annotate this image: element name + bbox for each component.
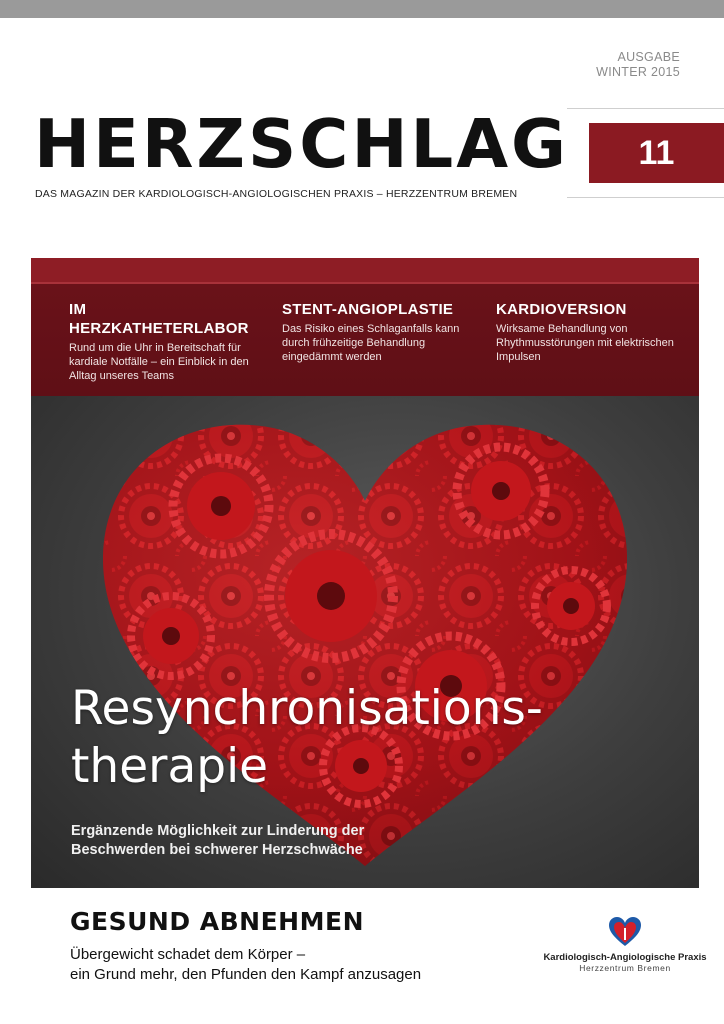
hero-title-line1: Resynchronisations- <box>71 681 543 736</box>
heart-of-gears-image <box>31 396 699 888</box>
top-bar <box>0 0 724 18</box>
hero-subtitle <box>71 822 364 860</box>
bottom-text-line1: Übergewicht schadet dem Körper – <box>70 946 306 963</box>
hero-subtitle-line1: Ergänzende Möglichkeit zur Linderung der <box>71 823 365 839</box>
logo-subname: Herzzentrum Bremen <box>579 963 671 973</box>
issue-label <box>540 50 680 80</box>
issue-label-line2: WINTER 2015 <box>596 65 680 79</box>
bottom-text-line2: ein Grund mehr, den Pfunden den Kampf anzusagen <box>70 966 422 983</box>
hero-title <box>71 680 543 796</box>
teaser-kardioversion[interactable] <box>496 300 696 364</box>
teaser-text: Rund um die Uhr in Bereitschaft für kardiale Notfälle – ein Einblick in den Alltag unseres Teams <box>69 342 249 382</box>
hero-subtitle-line2: Beschwerden bei schwerer Herzschwäche <box>71 842 363 858</box>
teaser-band <box>31 258 699 396</box>
cover-hero <box>31 396 699 888</box>
teaser-text: Das Risiko eines Schlaganfalls kann durch frühzeitige Behandlung eingedämmt werden <box>282 323 460 363</box>
issue-divider-bottom <box>567 197 724 198</box>
logo-name: Kardiologisch-Angiologische Praxis <box>543 952 707 963</box>
magazine-subtitle: DAS MAGAZIN DER KARDIOLOGISCH-ANGIOLOGISCHEN PRAXIS – HERZZENTRUM BREMEN <box>35 188 518 200</box>
bottom-story-title: GESUND ABNEHMEN <box>70 907 364 936</box>
heart-logo-icon <box>607 916 643 948</box>
teaser-heading: IM HERZKATHETERLABOR <box>69 301 249 337</box>
issue-label-line1: AUSGABE <box>617 50 680 64</box>
magazine-title: HERZSCHLAG <box>34 105 570 183</box>
teaser-heading: STENT-ANGIOPLASTIE <box>282 301 454 318</box>
issue-number-badge: 11 <box>589 123 724 183</box>
teaser-text: Wirksame Behandlung von Rhythmusstörungen mit elektrischen Impulsen <box>496 323 674 363</box>
practice-logo <box>530 916 720 973</box>
hero-title-line2: therapie <box>71 739 269 794</box>
bottom-story-text <box>70 945 421 985</box>
teaser-heading: KARDIOVERSION <box>496 301 627 318</box>
teaser-stent-angioplastie[interactable] <box>282 300 482 364</box>
issue-divider-top <box>567 108 724 109</box>
teaser-herzkatheterlabor[interactable] <box>69 300 269 383</box>
